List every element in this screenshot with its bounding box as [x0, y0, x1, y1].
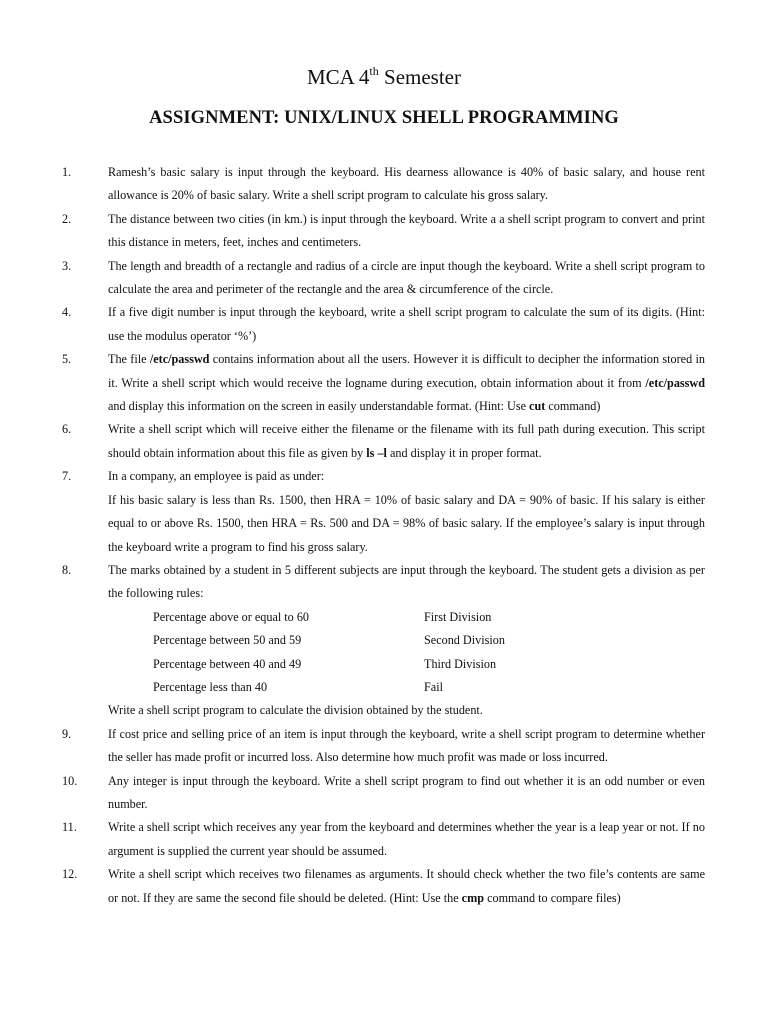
question-text — [108, 418, 705, 465]
question-number: 11. — [62, 820, 77, 835]
text-segment: and display it in proper format. — [386, 445, 542, 460]
question-text: Any integer is input through the keyboard. Write a shell script program to find out whether it is an odd number or even number. — [108, 773, 705, 811]
question-12 — [0, 863, 768, 910]
rule-condition: Percentage less than 40 — [153, 679, 268, 694]
rule-division: Fail — [424, 679, 443, 694]
question-text — [108, 559, 705, 723]
text-segment: The file — [108, 352, 150, 367]
title-superscript: th — [369, 64, 379, 78]
rule-division: Third Division — [424, 656, 497, 671]
cmp-command: cmp — [461, 890, 485, 905]
question-text: The length and breadth of a rectangle and radius of a circle are input though the keyboard. Write a shell script program to calculate the area and perimeter of the rectangle and the area & circumference of the circle. — [108, 258, 705, 297]
ls-command: ls –l — [366, 445, 387, 460]
cut-command: cut — [529, 399, 546, 414]
question-4 — [0, 301, 768, 348]
question-6 — [0, 418, 768, 465]
question-text: Write a shell script which receives any year from the keyboard and determines whether the year is a leap year or not. If no argument is supplied the current year should be assumed. — [108, 820, 705, 858]
rule-condition: Percentage between 40 and 49 — [153, 656, 302, 671]
question-text: If cost price and selling price of an item is input through the keyboard, write a shell script program to determine whether the seller has made profit or incurred loss. Also determine how much profit was made or loss incurred. — [108, 726, 705, 765]
question-11 — [0, 816, 768, 863]
question-number: 2. — [62, 211, 72, 226]
question-number: 9. — [62, 726, 72, 741]
question-number: 6. — [62, 422, 72, 437]
question-5 — [0, 348, 768, 418]
question-7 — [0, 465, 768, 559]
question-number: 7. — [62, 469, 72, 484]
text-segment: command to compare files) — [484, 890, 621, 905]
question-3 — [0, 255, 768, 302]
question-outro: Write a shell script program to calculate the division obtained by the student. — [108, 703, 483, 718]
question-number: 1. — [62, 165, 72, 179]
rule-division: First Division — [424, 609, 492, 624]
question-number: 3. — [62, 258, 72, 273]
question-text — [108, 863, 705, 910]
question-text: If a five digit number is input through the keyboard, write a shell script program to calculate the sum of its digits. (Hint: use the modulus operator ‘%’) — [108, 305, 705, 343]
question-intro: In a company, an employee is paid as under: — [108, 469, 325, 484]
question-list — [0, 161, 768, 910]
question-text — [108, 465, 705, 559]
text-segment: Write a shell script which receives two filenames as arguments. It should check whether the two file’s contents are same or not. If they are same the second file should be deleted. (Hint: Use the — [108, 867, 705, 905]
rule-row — [153, 606, 705, 629]
rule-row — [153, 653, 705, 676]
question-text: Ramesh’s basic salary is input through the keyboard. His dearness allowance is 40% of basic salary, and house rent allowance is 20% of basic salary. Write a shell script program to calculate his gross salary. — [108, 165, 705, 203]
question-number: 4. — [62, 305, 72, 320]
document-title — [0, 62, 768, 92]
question-number: 12. — [62, 867, 78, 882]
question-8 — [0, 559, 768, 723]
passwd-path: /etc/passwd — [149, 352, 210, 367]
rule-condition: Percentage between 50 and 59 — [153, 633, 302, 648]
text-segment: contains information about all the users. However it is difficult to decipher the information stored in it. Write a shell script which would receive the logname during execution, obtain information about it from — [108, 352, 705, 390]
title-suffix: Semester — [378, 65, 461, 89]
rule-row — [153, 676, 705, 699]
question-2 — [0, 208, 768, 255]
question-text — [108, 348, 705, 418]
question-10 — [0, 770, 768, 817]
text-segment: command) — [545, 399, 601, 414]
rule-row — [153, 629, 705, 652]
assignment-heading: ASSIGNMENT: UNIX/LINUX SHELL PROGRAMMING — [149, 108, 619, 128]
question-intro: The marks obtained by a student in 5 different subjects are input through the keyboard. The student gets a division as per the following rules: — [108, 562, 705, 601]
division-rules-table — [153, 606, 705, 700]
rule-condition: Percentage above or equal to 60 — [153, 609, 310, 624]
rule-division: Second Division — [424, 633, 505, 648]
question-1 — [0, 161, 768, 208]
passwd-path: /etc/passwd — [645, 375, 705, 390]
question-9 — [0, 723, 768, 770]
title-prefix: MCA 4 — [306, 65, 370, 89]
text-segment: Write a shell script which will receive either the filename or the filename with its full path during execution. This script should obtain information about this file as given by — [108, 422, 705, 460]
text-segment: and display this information on the screen in easily understandable format. (Hint: Use — [108, 399, 530, 414]
question-number: 5. — [62, 352, 72, 367]
question-text: The distance between two cities (in km.) is input through the keyboard. Write a a shell script program to convert and print this distance in meters, feet, inches and centimeters. — [108, 211, 705, 250]
question-number: 10. — [62, 773, 78, 788]
question-detail: If his basic salary is less than Rs. 1500, then HRA = 10% of basic salary and DA = 90% of basic. If his salary is either equal to or above Rs. 1500, then HRA = Rs. 500 and DA = 98% of basic salary. If the employee’s salary is input through the keyboard write a program to find his gross salary. — [108, 492, 705, 554]
question-number: 8. — [62, 562, 72, 577]
